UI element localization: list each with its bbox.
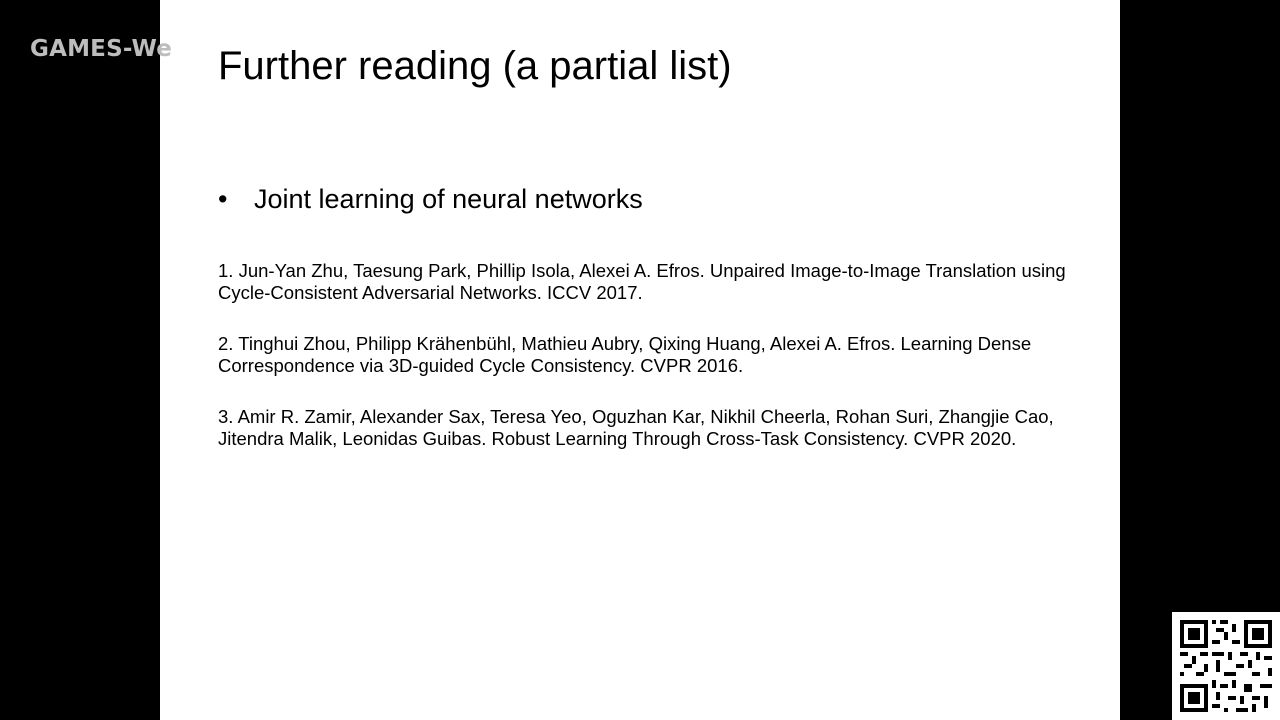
slide-title: Further reading (a partial list) (218, 44, 732, 88)
bullet-item (218, 184, 643, 215)
reference-list (218, 260, 1088, 479)
reference-number: 3. (218, 406, 234, 427)
reference-text: Amir R. Zamir, Alexander Sax, Teresa Yeo, Oguzhan Kar, Nikhil Cheerla, Rohan Suri, Zhangjie Cao, Jitendra Malik, Leonidas Guibas. Robust Learning Through Cross-Task Consistency. CVPR 2020. (218, 406, 1054, 449)
reference-number: 1. (218, 260, 234, 281)
reference-text: Tinghui Zhou, Philipp Krähenbühl, Mathieu Aubry, Qixing Huang, Alexei A. Efros. Learning Dense Correspondence via 3D-guided Cycle Consistency. CVPR 2016. (218, 333, 1032, 376)
slide (160, 0, 1120, 720)
bullet-marker: • (218, 184, 228, 214)
reference-item (218, 260, 1088, 304)
qr-code-icon (1172, 612, 1280, 720)
reference-number: 2. (218, 333, 234, 354)
reference-text: Jun-Yan Zhu, Taesung Park, Phillip Isola, Alexei A. Efros. Unpaired Image-to-Image Translation using Cycle-Consistent Adversarial Networks. ICCV 2017. (218, 260, 1066, 303)
reference-item (218, 406, 1088, 450)
watermark-text: GAMES-We (30, 36, 173, 62)
reference-item (218, 333, 1088, 377)
bullet-text: Joint learning of neural networks (254, 184, 643, 214)
